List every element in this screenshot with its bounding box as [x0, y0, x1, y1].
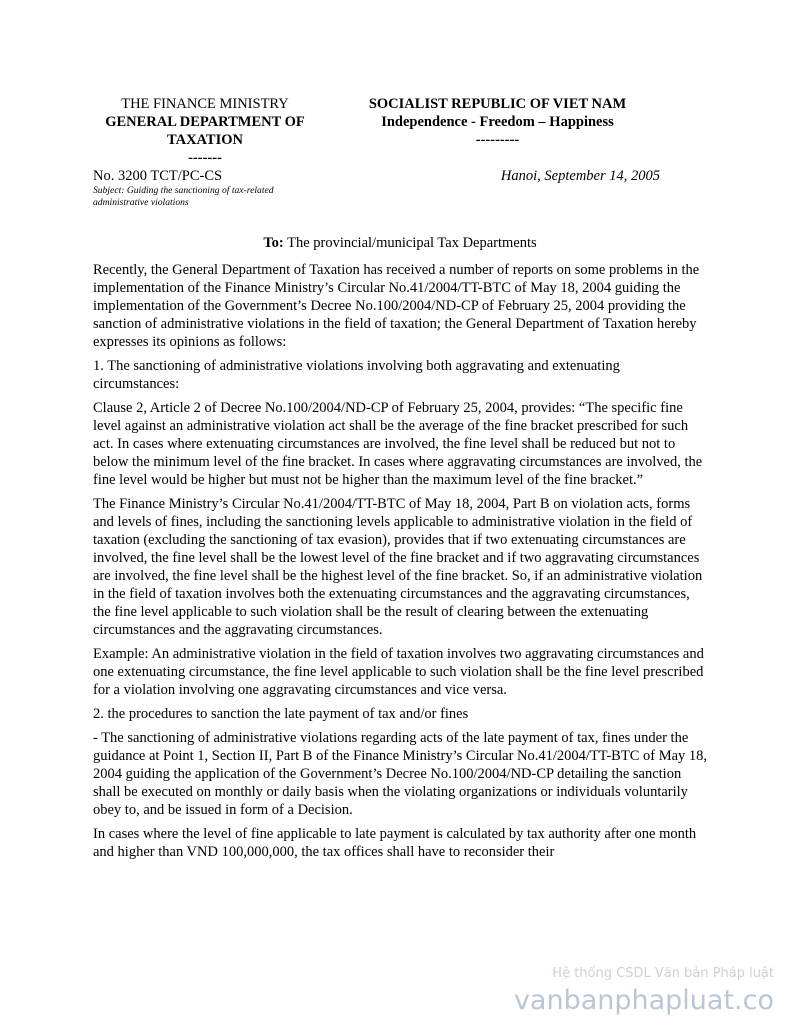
recipient-text: The provincial/municipal Tax Departments: [283, 235, 537, 251]
paragraph-circular: The Finance Ministry’s Circular No.41/2004/TT-BTC of May 18, 2004, Part B on violation acts, forms and levels of fines, including the sanctioning levels applicable to administrative violation in the field of taxation (excluding the sanctioning of tax evasion), provides that if two extenuating circumstances are involved, the fine level shall be the lowest level of the fine bracket and if two aggravating circumstances are involved, the fine level shall be the highest level of the fine bracket. So, if an administrative violation in the field of taxation involves both the extenuating circumstances and the aggravating circumstances, the fine level applicable to such violation shall be the result of clearing between the extenuating circumstances and the aggravating circumstances.: [93, 496, 703, 638]
department-name-line1: GENERAL DEPARTMENT OF: [105, 114, 305, 130]
paragraph-clause-quote: Clause 2, Article 2 of Decree No.100/2004/ND-CP of February 25, 2004, provides: “The specific fine level against an administrative violation act shall be the average of the fine bracket prescribed for such act. In cases where extenuating circumstances are involved, the fine level shall be reduced but not to below the minimum level of the fine bracket. In cases where aggravating circumstances are involved, the fine level would be higher but must not be higher than the maximum level of the fine bracket.”: [93, 400, 703, 488]
document-date: Hanoi, September 14, 2005: [500, 168, 660, 184]
document-body: [93, 261, 709, 867]
watermark-line2: vanbanphapluat.co: [513, 985, 774, 1016]
department-name-line2: TAXATION: [167, 132, 243, 148]
ministry-name: THE FINANCE MINISTRY: [121, 96, 289, 112]
country-name: SOCIALIST REPUBLIC OF VIET NAM: [368, 96, 627, 112]
watermark-line1: Hệ thống CSDL Văn bản Pháp luật: [552, 966, 774, 981]
issuer-block: [80, 95, 330, 167]
watermark: [514, 965, 774, 1017]
paragraph-intro: Recently, the General Department of Taxation has received a number of reports on some problems in the implementation of the Finance Ministry’s Circular No.41/2004/TT-BTC of May 18, 2004 guiding the implementation of the Government’s Decree No.100/2004/ND-CP of February 25, 2004 providing the sanction of administrative violations in the field of taxation; the General Department of Taxation hereby expresses its opinions as follows:: [93, 262, 700, 350]
document-number: No. 3200 TCT/PC-CS: [93, 168, 223, 184]
national-motto-block: [345, 95, 650, 149]
paragraph-section-1-heading: 1. The sanctioning of administrative violations involving both aggravating and extenuating circumstances:: [93, 358, 620, 392]
motto-separator: ---------: [475, 132, 520, 148]
paragraph-section-2-heading: 2. the procedures to sanction the late payment of tax and/or fines: [93, 706, 469, 722]
document-subject: Subject: Guiding the sanctioning of tax-related administrative violations: [93, 185, 274, 208]
paragraph-fine-level: In cases where the level of fine applicable to late payment is calculated by tax authority after one month and higher than VND 100,000,000, the tax offices shall have to reconsider their: [93, 826, 697, 860]
recipient-label: To:: [263, 235, 284, 251]
recipient-line: [93, 234, 707, 252]
paragraph-example: Example: An administrative violation in the field of taxation involves two aggravating circumstances and one extenuating circumstance, the fine level applicable to such violation shall be the fine level prescribed for a violation involving one aggravating circumstances and vice versa.: [93, 646, 704, 698]
paragraph-late-payment: - The sanctioning of administrative violations regarding acts of the late payment of tax, fines under the guidance at Point 1, Section II, Part B of the Finance Ministry’s Circular No.41/2004/TT-BTC of May 18, 2004 guiding the application of the Government’s Decree No.100/2004/ND-CP detailing the sanction shall be executed on monthly or daily basis when the violating organizations or individuals voluntarily obey to, and be issued in form of a Decision.: [93, 730, 708, 818]
national-motto: Independence - Freedom – Happiness: [381, 114, 614, 130]
issuer-separator: -------: [188, 150, 222, 166]
